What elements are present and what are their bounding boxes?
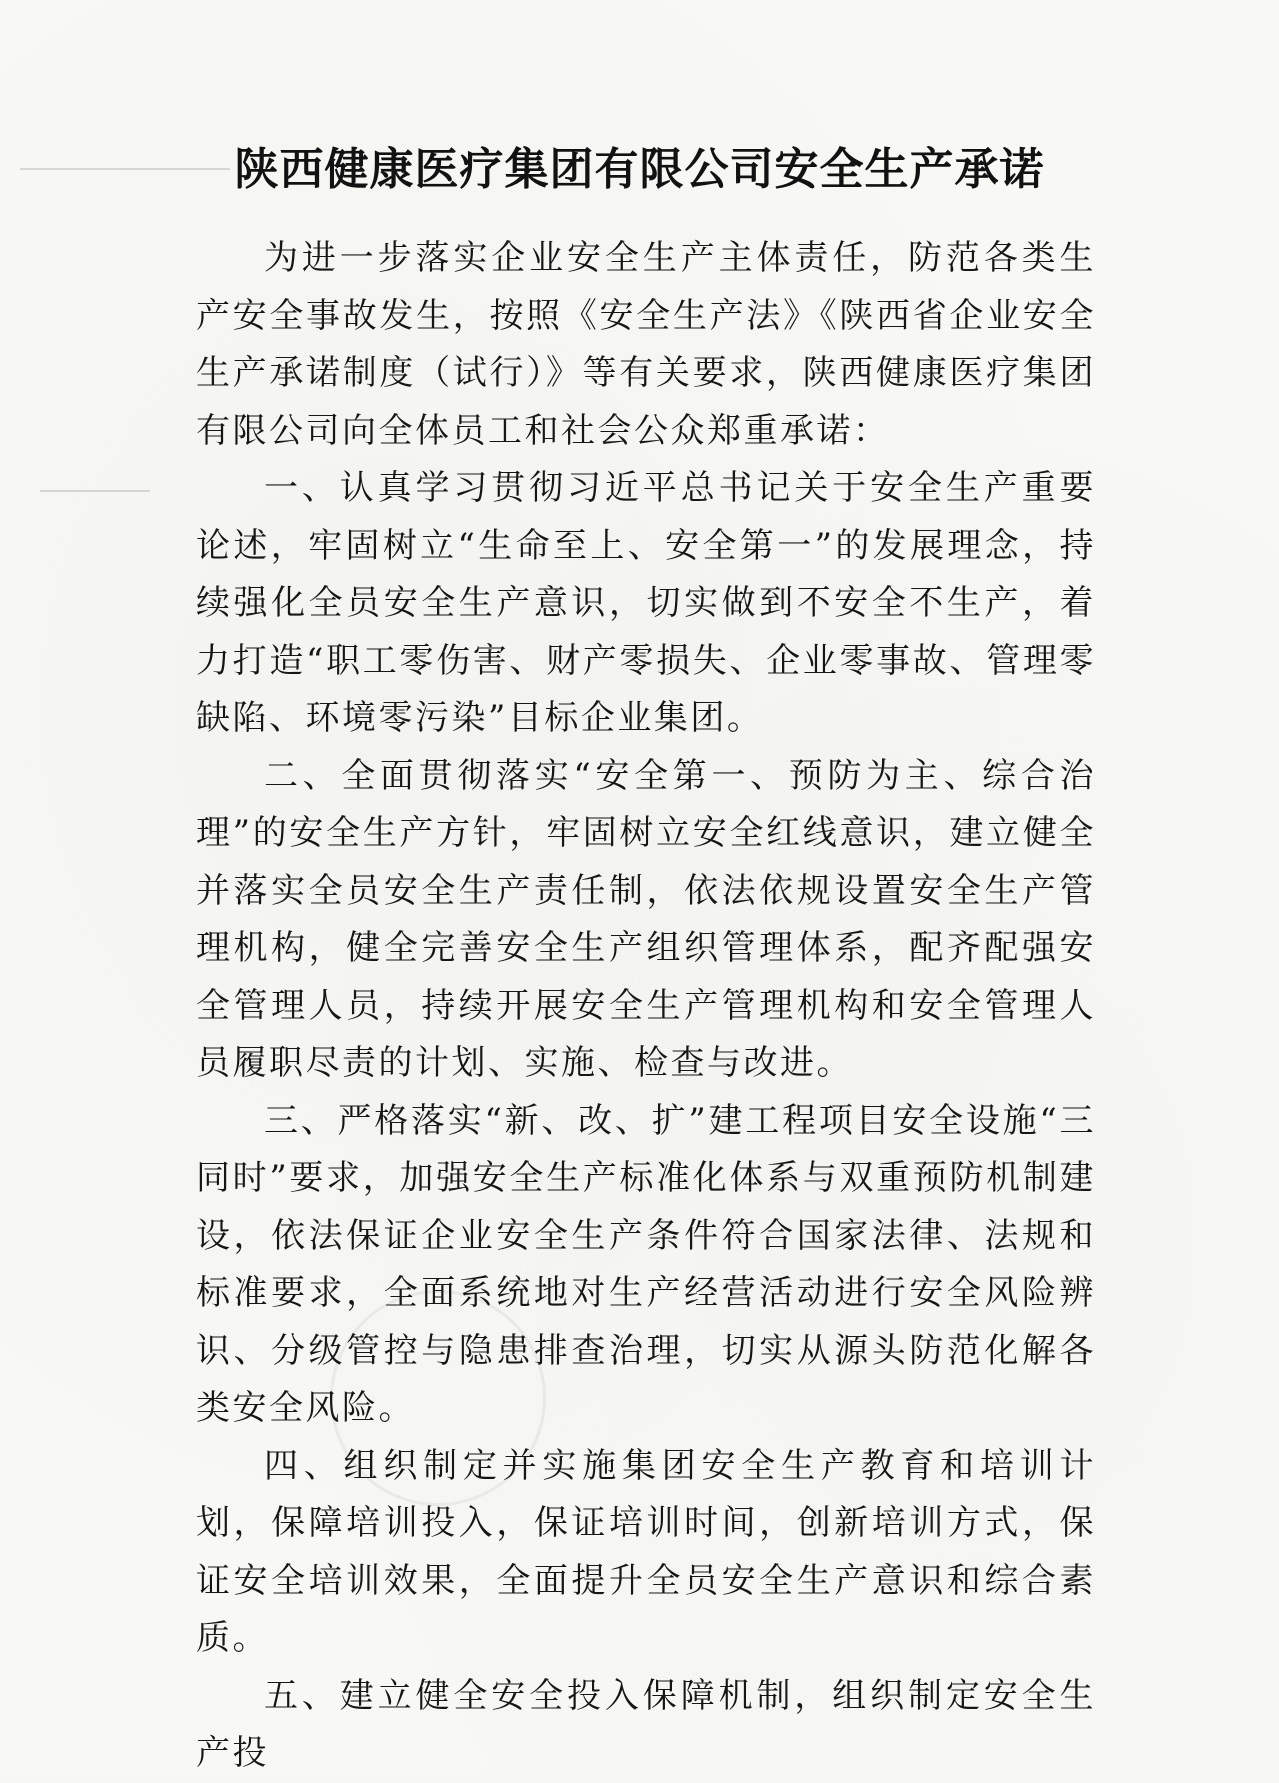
scan-artifact: [40, 490, 150, 492]
document-title: 陕西健康医疗集团有限公司安全生产承诺: [234, 144, 1045, 196]
commitment-paragraph-3: 三、严格落实“新、改、扩”建工程项目安全设施“三同时”要求，加强安全生产标准化体系与双重预防机制建设，依法保证企业安全生产条件符合国家法律、法规和标准要求，全面系统地对生产经营活动进行安全风险辨识、分级管控与隐患排查治理，切实从源头防范化解各类安全风险。: [196, 1100, 1096, 1428]
commitment-paragraph-1: 一、认真学习贯彻习近平总书记关于安全生产重要论述，牢固树立“生命至上、安全第一”的发展理念，持续强化全员安全生产意识，切实做到不安全不生产，着力打造“职工零伤害、财产零损失、企业零事故、管理零缺陷、环境零污染”目标企业集团。: [196, 468, 1096, 738]
commitment-paragraph-5: 五、建立健全安全投入保障机制，组织制定安全生产投: [196, 1675, 1096, 1773]
intro-paragraph: 为进一步落实企业安全生产主体责任，防范各类生产安全事故发生，按照《安全生产法》《陕西省企业安全生产承诺制度（试行）》等有关要求，陕西健康医疗集团有限公司向全体员工和社会公众郑重承诺：: [196, 238, 1096, 451]
commitment-paragraph-4: 四、组织制定并实施集团安全生产教育和培训计划，保障培训投入，保证培训时间，创新培训方式，保证安全培训效果，全面提升全员安全生产意识和综合素质。: [196, 1445, 1096, 1658]
document-body: [196, 230, 1096, 1783]
commitment-paragraph-2: 二、全面贯彻落实“安全第一、预防为主、综合治理”的安全生产方针，牢固树立安全红线意识，建立健全并落实全员安全生产责任制，依法依规设置安全生产管理机构，健全完善安全生产组织管理体系，配齐配强安全管理人员，持续开展安全生产管理机构和安全管理人员履职尽责的计划、实施、检查与改进。: [196, 755, 1096, 1083]
